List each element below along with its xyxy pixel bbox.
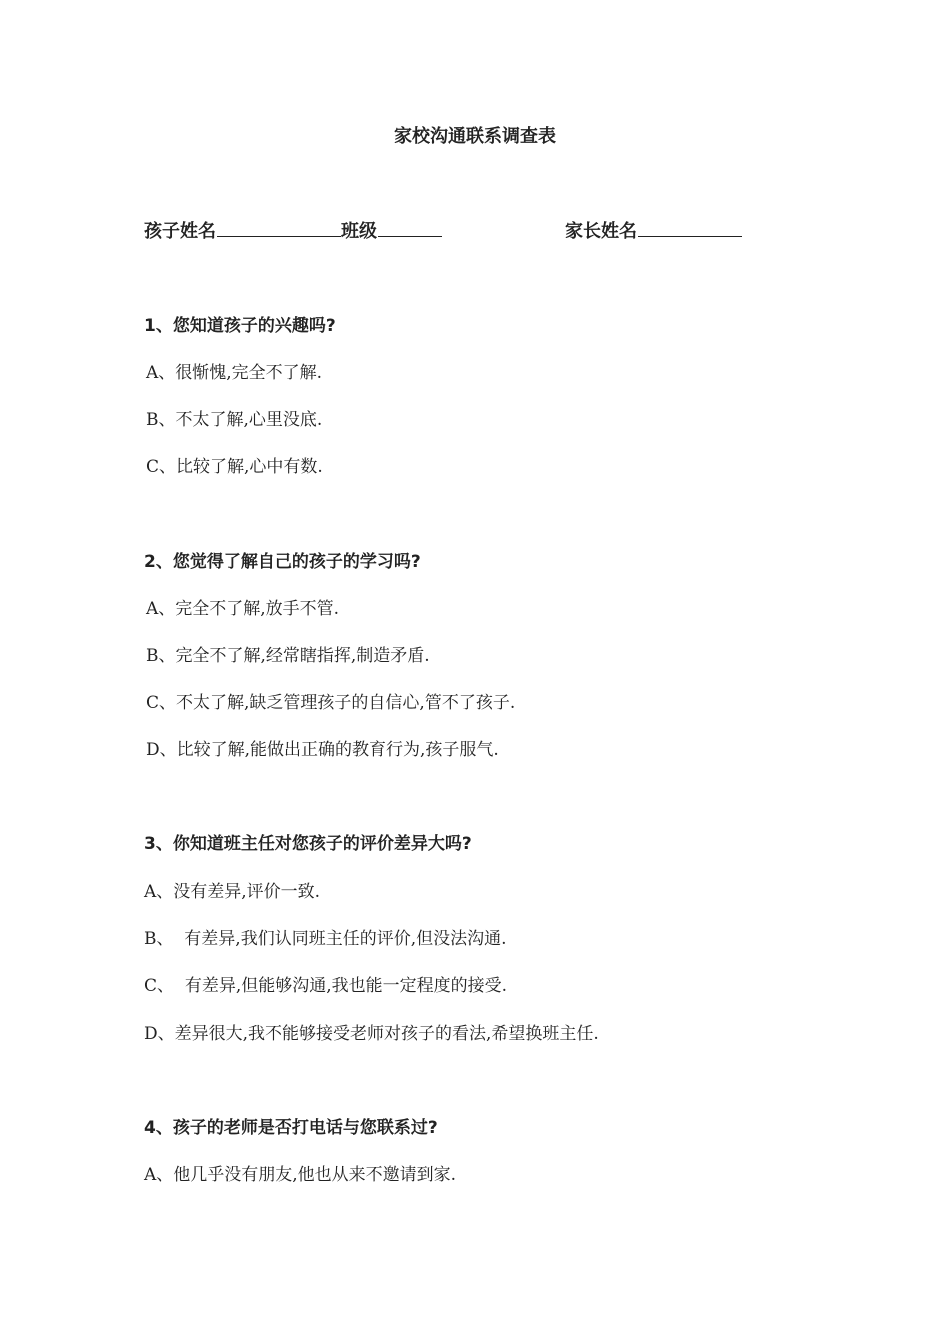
question-3-option-a: A、没有差异,评价一致. xyxy=(144,882,321,902)
child-name-label: 孩子姓名 xyxy=(144,221,216,242)
question-2-option-d: D、比较了解,能做出正确的教育行为,孩子服气. xyxy=(146,740,499,760)
document-title: 家校沟通联系调查表 xyxy=(394,126,556,147)
parent-name-blank[interactable] xyxy=(638,220,742,237)
question-3: 3、你知道班主任对您孩子的评价差异大吗? xyxy=(144,834,472,854)
parent-name-label: 家长姓名 xyxy=(565,221,637,242)
class-blank[interactable] xyxy=(378,220,442,237)
parent-name-field xyxy=(565,218,742,246)
question-3-option-c: C、 有差异,但能够沟通,我也能一定程度的接受. xyxy=(144,976,508,996)
question-3-option-d: D、差异很大,我不能够接受老师对孩子的看法,希望换班主任. xyxy=(144,1024,599,1044)
question-4-option-a: A、他几乎没有朋友,他也从来不邀请到家. xyxy=(144,1165,457,1185)
child-name-blank[interactable] xyxy=(217,220,341,237)
question-1-option-c: C、比较了解,心中有数. xyxy=(146,457,323,477)
question-4: 4、孩子的老师是否打电话与您联系过? xyxy=(144,1118,438,1138)
question-2-option-c: C、不太了解,缺乏管理孩子的自信心,管不了孩子. xyxy=(146,693,516,713)
question-2: 2、您觉得了解自己的孩子的学习吗? xyxy=(144,552,421,572)
question-2-option-b: B、完全不了解,经常瞎指挥,制造矛盾. xyxy=(146,646,430,666)
question-1-option-a: A、很惭愧,完全不了解. xyxy=(146,363,323,383)
question-1-option-b: B、不太了解,心里没底. xyxy=(146,410,323,430)
question-1: 1、您知道孩子的兴趣吗? xyxy=(144,316,336,336)
child-class-fields xyxy=(144,218,442,246)
question-2-option-a: A、完全不了解,放手不管. xyxy=(146,599,340,619)
question-3-option-b: B、 有差异,我们认同班主任的评价,但没法沟通. xyxy=(144,929,507,949)
class-label: 班级 xyxy=(341,221,377,242)
